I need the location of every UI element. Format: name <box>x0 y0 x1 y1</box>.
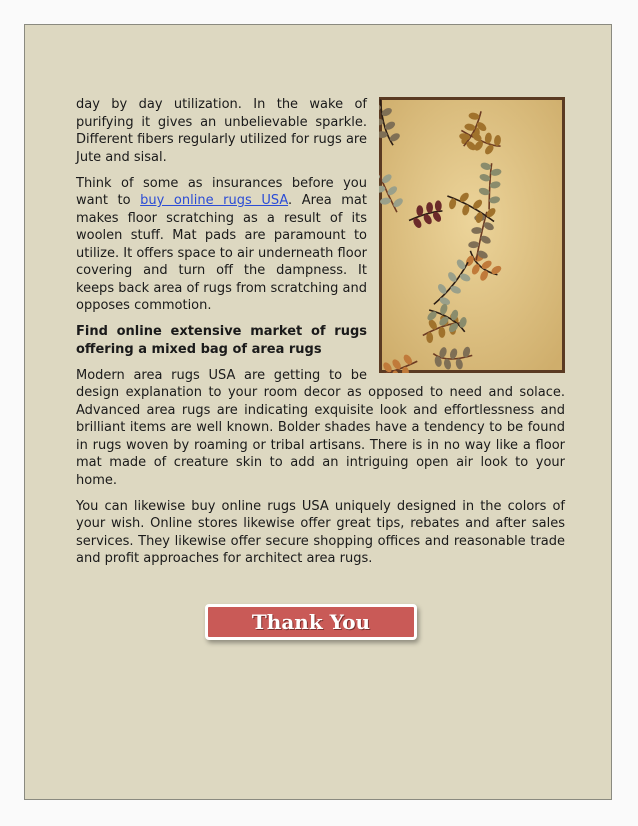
buy-online-rugs-link[interactable]: buy online rugs USA <box>140 193 289 208</box>
rug-image <box>379 97 565 373</box>
section-heading: Find online extensive market of rugs offering a mixed bag of area rugs <box>76 324 367 357</box>
paragraph-insurances-end: . Area mat makes floor scratching as a result of its woolen stuff. Mat pads are paramount to utilize. It offers space to air underneath floor covering and turn off the dampness. It keeps back area of rugs from scratching and opposes commotion. <box>76 193 367 313</box>
paragraph-buy-online: You can likewise buy online rugs USA uniquely designed in the colors of your wish. Online stores likewise offer great tips, rebates and after sales services. They likewise offer secure shopping offices and reasonable trade and profit approaches for architect area rugs. <box>76 498 565 566</box>
paragraph-intro: day by day utilization. In the wake of purifying it gives an unbelievable sparkle. Different fibers regularly utilized for rugs are Jute and sisal. <box>76 97 367 165</box>
paragraph-insurances-start: Think of some as insurances before you want to <box>76 175 367 208</box>
thank-you-banner: Thank You <box>205 604 417 640</box>
paragraph-modern-rugs: Modern area rugs USA are getting to be design explanation to your room decor as opposed to need and solace. Advanced area rugs are indicating exquisite look and effortlessness and brilliant items are well known. Bolder shades have a tendency to be found in rugs woven by roaming or tribal artisans. There is in no way like a floor mat made of creature skin to add an intriguing open air look to your home. <box>76 367 565 488</box>
document-page <box>24 24 612 800</box>
document-body <box>76 96 565 576</box>
